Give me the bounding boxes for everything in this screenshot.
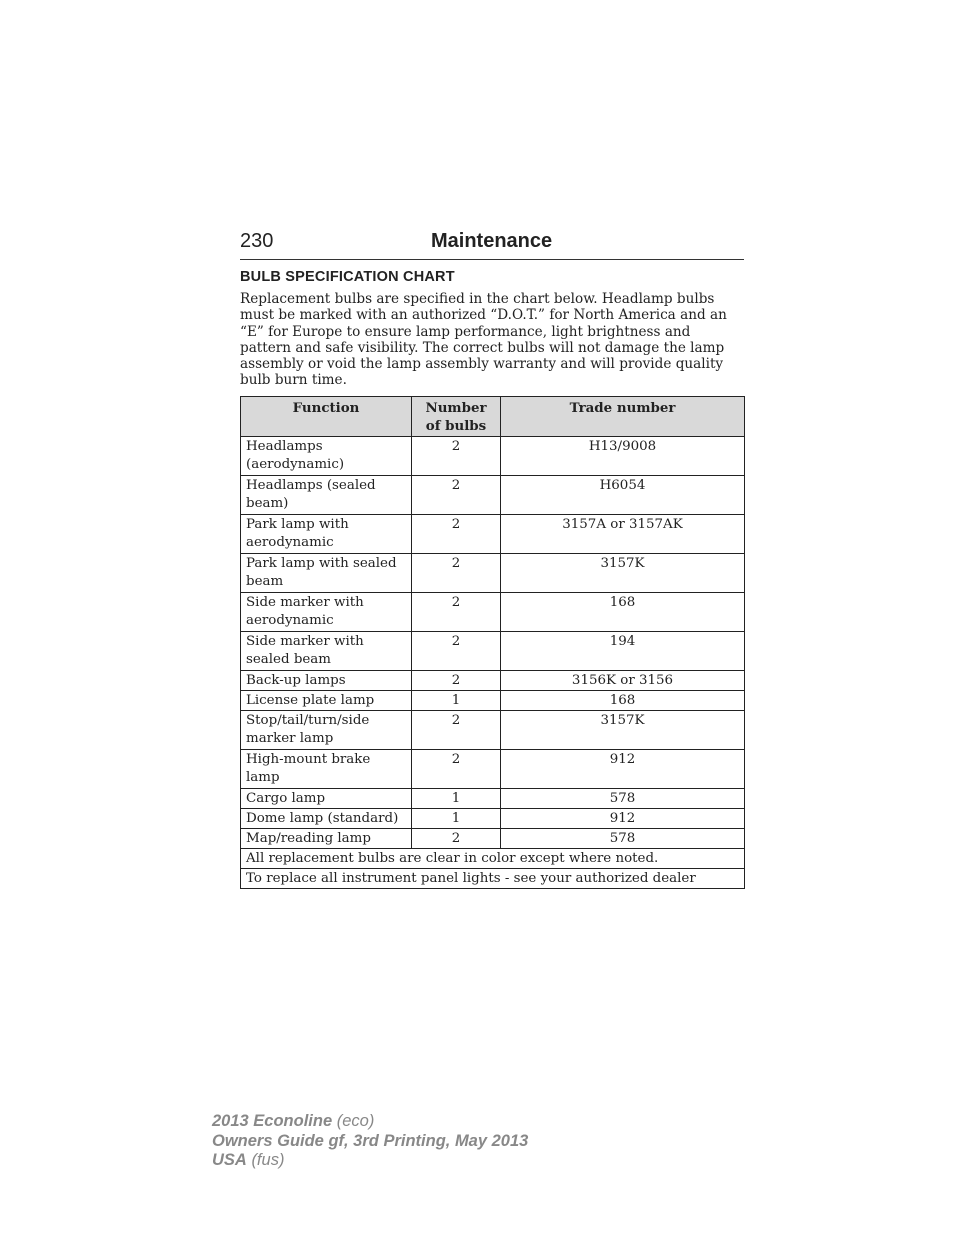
function-cell: Stop/tail/turn/side marker lamp — [241, 711, 412, 750]
intro-paragraph: Replacement bulbs are specified in the chart below. Headlamp bulbs must be marked with an authorized “D.O.T.” for North America and an “E” for Europe to ensure lamp performance, light brightness and pattern and safe visibility. The correct bulbs will not damage the lamp assembly or void the lamp assembly warranty and will provide quality bulb burn time. — [240, 291, 727, 389]
trade-number-cell: 168 — [501, 691, 745, 711]
table-row — [241, 554, 745, 593]
trade-number-cell: 194 — [501, 632, 745, 671]
trade-number-cell: H6054 — [501, 476, 745, 515]
section-title: BULB SPECIFICATION CHART — [240, 269, 455, 285]
footer-guide-line — [212, 1132, 528, 1152]
function-cell: Park lamp with sealed beam — [241, 554, 412, 593]
header-trade-number: Trade number — [501, 397, 745, 437]
bulb-specification-table — [240, 396, 745, 889]
trade-number-cell: 578 — [501, 789, 745, 809]
count-cell: 2 — [412, 476, 501, 515]
footer-guide: Owners Guide gf, 3rd Printing, May 2013 — [212, 1131, 529, 1150]
footer-model: 2013 Econoline — [212, 1112, 333, 1130]
trade-number-cell: H13/9008 — [501, 437, 745, 476]
count-cell: 1 — [412, 789, 501, 809]
table-row — [241, 476, 745, 515]
function-cell: Side marker with sealed beam — [241, 632, 412, 671]
function-cell: Headlamps (sealed beam) — [241, 476, 412, 515]
header-number-of-bulbs: Number of bulbs — [412, 397, 501, 437]
count-cell: 2 — [412, 515, 501, 554]
count-cell: 1 — [412, 809, 501, 829]
page-header — [240, 229, 744, 260]
chapter-title: Maintenance — [431, 230, 553, 252]
footer-market-line — [212, 1151, 528, 1171]
function-cell: Headlamps (aerodynamic) — [241, 437, 412, 476]
trade-number-cell: 3157K — [501, 711, 745, 750]
function-cell: Dome lamp (standard) — [241, 809, 412, 829]
trade-number-cell: 3157A or 3157AK — [501, 515, 745, 554]
footer-model-line — [212, 1112, 528, 1132]
count-cell: 1 — [412, 691, 501, 711]
table-row — [241, 671, 745, 691]
count-cell: 2 — [412, 593, 501, 632]
count-cell: 2 — [412, 711, 501, 750]
table-row — [241, 632, 745, 671]
count-cell: 2 — [412, 829, 501, 849]
function-cell: Back-up lamps — [241, 671, 412, 691]
note-clear-color: All replacement bulbs are clear in color except where noted. — [241, 849, 745, 869]
table-row — [241, 789, 745, 809]
header-function: Function — [241, 397, 412, 437]
trade-number-cell: 578 — [501, 829, 745, 849]
count-cell: 2 — [412, 437, 501, 476]
table-note-row — [241, 849, 745, 869]
table-row — [241, 750, 745, 789]
table-row — [241, 711, 745, 750]
function-cell: Park lamp with aerodynamic — [241, 515, 412, 554]
function-cell: Side marker with aerodynamic — [241, 593, 412, 632]
function-cell: Map/reading lamp — [241, 829, 412, 849]
page-number: 230 — [240, 230, 274, 252]
function-cell: Cargo lamp — [241, 789, 412, 809]
count-cell: 2 — [412, 554, 501, 593]
table-row — [241, 829, 745, 849]
function-cell: High-mount brake lamp — [241, 750, 412, 789]
footer-market-code: (fus) — [251, 1151, 285, 1169]
count-cell: 2 — [412, 750, 501, 789]
trade-number-cell: 912 — [501, 750, 745, 789]
count-cell: 2 — [412, 671, 501, 691]
count-cell: 2 — [412, 632, 501, 671]
table-header-row — [241, 397, 745, 437]
table-row — [241, 515, 745, 554]
page-footer — [212, 1112, 528, 1171]
footer-model-code: (eco) — [336, 1112, 375, 1130]
note-instrument-panel: To replace all instrument panel lights - see your authorized dealer — [241, 869, 745, 889]
table-row — [241, 593, 745, 632]
table-row — [241, 809, 745, 829]
trade-number-cell: 168 — [501, 593, 745, 632]
footer-market: USA — [212, 1151, 247, 1169]
trade-number-cell: 912 — [501, 809, 745, 829]
trade-number-cell: 3157K — [501, 554, 745, 593]
trade-number-cell: 3156K or 3156 — [501, 671, 745, 691]
table-note-row — [241, 869, 745, 889]
function-cell: License plate lamp — [241, 691, 412, 711]
table-row — [241, 437, 745, 476]
table-row — [241, 691, 745, 711]
